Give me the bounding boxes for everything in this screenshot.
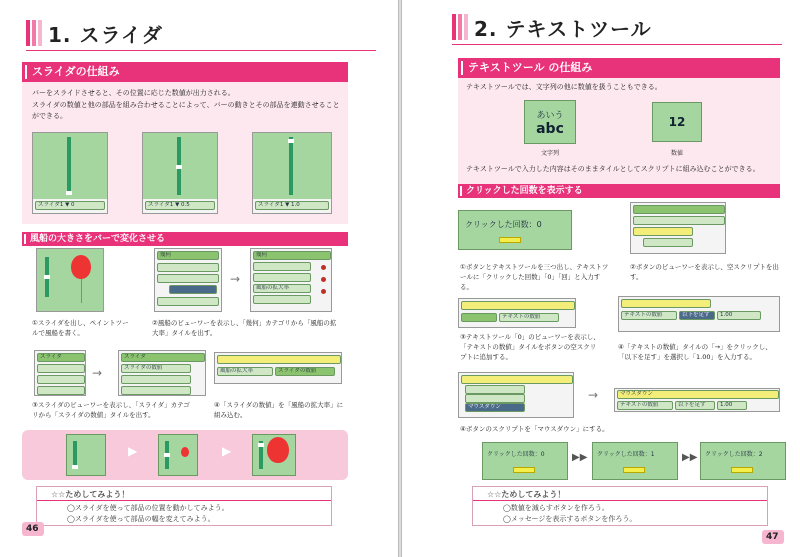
final-script: マウスダウン テキストの数値 以下を足す 1.00 [614,388,780,412]
chapter-header-text [452,12,652,42]
page-left [0,0,399,557]
double-arrow-icon: ▶▶ [682,452,698,463]
count-button[interactable] [499,237,521,243]
intro: テキストツールでは、文字列の他に数値を扱うこともできる。 [466,83,662,91]
try-item: ◯メッセージを表示するボタンを作ろう。 [503,515,637,523]
slider-value-tile: スライダ1 ▼ 1.0 [255,201,329,210]
step-2: ②ボタンのビューワーを表示し、空スクリプトを出す。 [630,263,779,281]
chapter-bars [452,14,468,40]
result-2: クリックした回数：2 [700,442,786,480]
chapter-title: 1. スライダ [48,22,163,47]
sequence-frame-2 [158,434,198,476]
slider-example-0 [32,132,108,214]
arrow-icon: ▶ [128,444,138,458]
step-3: ③スライダのビューワーを表示し、「スライダ」カテゴリから「スライダの数値」タイルを出す。 [32,401,190,419]
chapter-header-slider [26,18,163,48]
section-title: スライダの仕組み [22,62,348,82]
string-label: 文字列 [540,150,559,157]
step-4: ④「スライダの数値」を「風船の拡大率」に組み込む。 [214,401,344,419]
chapter-title: 2. テキストツール [474,16,652,41]
try-title: ☆☆ためしてみよう！ [51,490,130,499]
intro-line-2: スライダの数値と他の部品を組み合わせることによって、バーの動きとその部品を連動させることができる。 [32,101,340,120]
double-arrow-icon: ▶▶ [572,452,588,463]
intro-line-1: バーをスライドさせると、その位置に応じた数値が出力される。 [32,89,235,97]
click-count-text: クリックした回数：0 [465,220,542,229]
try-item: ◯数値を減らすボタンを作ろう。 [503,504,609,512]
page-number: 47 [766,532,779,542]
balloon-viewer-scale: 幾何 風船の拡大率 [250,248,332,312]
slider-example-1 [252,132,332,214]
slider-value-tile: スライダ1 ▼ 0.5 [145,201,215,210]
try-box [472,486,768,526]
step-1: ①ボタンとテキストツールを三つ出し、テキストツールに「クリックした回数」「0」「回」と入力する。 [460,263,609,291]
page-right [401,0,800,557]
slider-value-tile[interactable]: スライダの数値 [121,364,191,373]
chapter-bars [26,20,42,46]
slider-example-05 [142,132,218,214]
step-5: ④ボタンのスクリプトを「マウスダウン」にする。 [460,425,609,433]
step-1: ①スライダを出し、ペイントツールで風船を書く。 [32,319,129,337]
click-stage [458,210,572,250]
slider-viewer-value: スライダ スライダの数値 [118,350,206,396]
step-3: ③テキストツール「0」のビューワーを表示し、「テキストの数値」タイルをボタンの空スクリプトに追加する。 [460,333,600,361]
balloon-scale-tile[interactable]: 風船の拡大率 [253,284,311,293]
text-viewer: テキストの数値 [458,298,576,328]
add-menu: テキストの数値 以下を足す 1.00 [618,296,780,332]
mouse-down-option[interactable]: マウスダウン [465,403,525,412]
arrow-icon: → [92,366,103,380]
result-1: クリックした回数：1 [592,442,678,480]
try-item: ◯スライダを使って部品の幅を変えてみよう。 [67,515,215,523]
sequence-frame-1 [66,434,106,476]
sequence-frame-3 [252,434,296,476]
slider-value-tile: スライダ1 ▼ 0 [35,201,105,210]
script-combined: 風船の拡大率 スライダの数値 [214,352,342,384]
viewer-category-tile: 幾何 [157,251,219,260]
chapter-underline [452,44,782,45]
section-title: テキストツール の仕組み [458,58,780,78]
arrow-icon: → [230,272,241,286]
number-label: 数値 [670,150,683,157]
sub-title-balloon: 風船の大きさをバーで変化させる [22,232,348,246]
mouse-menu [458,372,574,418]
arrow-icon: ▶ [222,444,232,458]
try-box [36,486,332,526]
button-viewer [630,202,726,254]
step-4: ④「テキストの数値」タイルの「→」をクリックし、「以下を足す」を選択し「1.00」を入力する。 [618,343,772,361]
intro-2: テキストツールで入力した内容はそのままタイルとしてスクリプトに組み込むことができる。 [466,165,760,173]
try-title: ☆☆ためしてみよう！ [487,490,566,499]
text-card-number: 12 [652,102,702,142]
page-number: 46 [26,524,39,534]
balloon-viewer [154,248,222,312]
try-item: ◯スライダを使って部品の位置を動かしてみよう。 [67,504,229,512]
slider-viewer: スライダ [34,350,86,396]
chapter-underline [26,50,376,51]
step-2: ②風船のビューワーを表示し、「幾何」カテゴリから「風船の拡大率」タイルを出す。 [152,319,337,337]
result-0: クリックした回数：0 [482,442,568,480]
balloon-stage [36,248,104,312]
arrow-icon: → [588,388,599,402]
text-card-string: あいう abc [524,100,576,144]
balloon-icon [71,255,91,279]
sub-title-click: クリックした回数を表示する [458,184,780,198]
